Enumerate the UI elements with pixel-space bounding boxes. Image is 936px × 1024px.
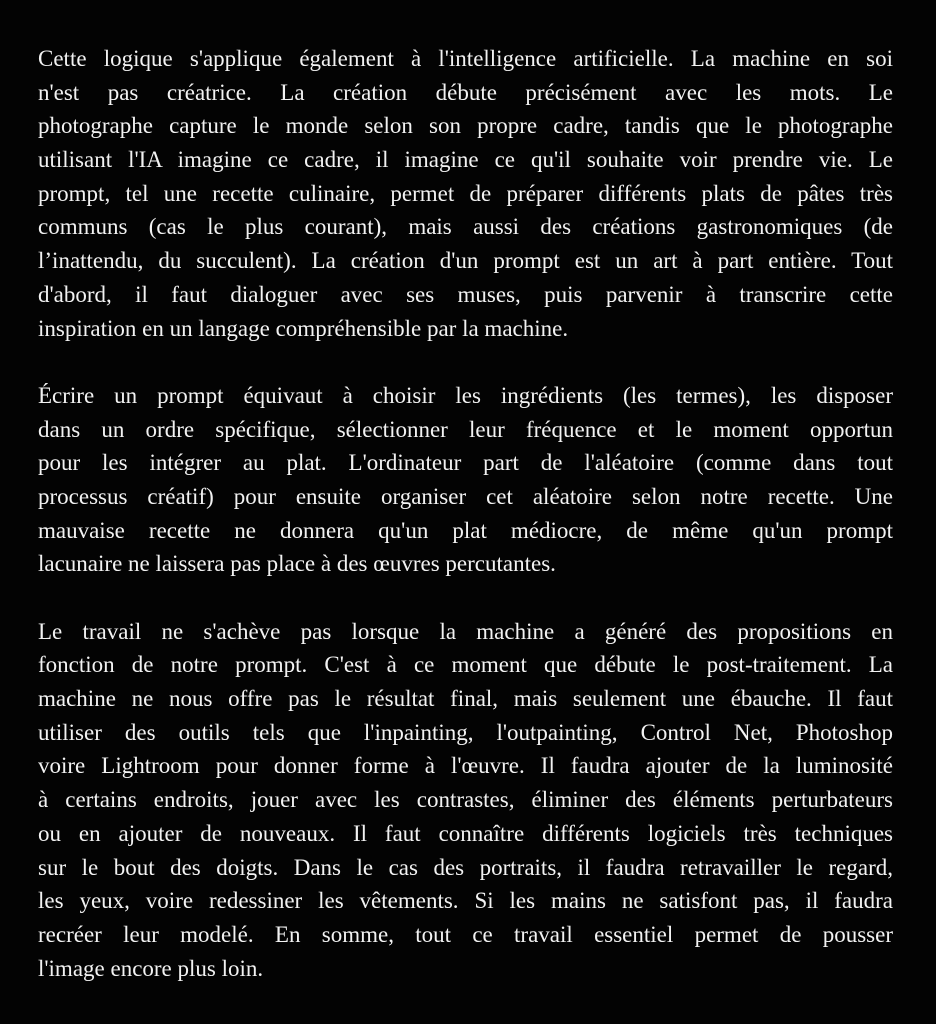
- text-line: Cette logique s'applique également à l'intelligence artificielle. La machine en soi: [38, 46, 893, 71]
- text-line: l'image encore plus loin.: [38, 955, 264, 981]
- text-line: voire Lightroom pour donner forme à l'œuvre. Il faudra ajouter de la luminosité: [38, 753, 893, 779]
- text-line: ou en ajouter de nouveaux. Il faut connaître différents logiciels très techniques: [38, 820, 893, 846]
- paragraph-1: [38, 42, 893, 345]
- text-line: processus créatif) pour ensuite organiser cet aléatoire selon notre recette. Une: [38, 483, 893, 509]
- text-line: dans un ordre spécifique, sélectionner leur fréquence et le moment opportun: [38, 416, 893, 442]
- text-line: mauvaise recette ne donnera qu'un plat médiocre, de même qu'un prompt: [38, 517, 893, 543]
- text-line: recréer leur modelé. En somme, tout ce travail essentiel permet de pousser: [38, 921, 893, 947]
- text-line: communs (cas le plus courant), mais aussi des créations gastronomiques (de: [38, 214, 893, 240]
- text-line: Le travail ne s'achève pas lorsque la machine a généré des propositions en: [38, 618, 893, 644]
- text-line: utiliser des outils tels que l'inpainting, l'outpainting, Control Net, Photoshop: [38, 719, 893, 745]
- text-line: fonction de notre prompt. C'est à ce moment que débute le post-traitement. La: [38, 652, 893, 678]
- text-line: n'est pas créatrice. La création débute précisément avec les mots. Le: [38, 79, 893, 105]
- text-line: l’inattendu, du succulent). La création d'un prompt est un art à part entière. Tout: [38, 248, 893, 274]
- document-body: [38, 42, 893, 1019]
- text-line: inspiration en un langage compréhensible par la machine.: [38, 315, 569, 341]
- text-line: prompt, tel une recette culinaire, permet de préparer différents plats de pâtes très: [38, 180, 893, 206]
- paragraph-2: [38, 379, 893, 581]
- text-line: utilisant l'IA imagine ce cadre, il imagine ce qu'il souhaite voir prendre vie. Le: [38, 147, 893, 173]
- text-line: sur le bout des doigts. Dans le cas des portraits, il faudra retravailler le regard,: [38, 854, 893, 880]
- text-line: machine ne nous offre pas le résultat final, mais seulement une ébauche. Il faut: [38, 686, 893, 712]
- text-line: d'abord, il faut dialoguer avec ses muses, puis parvenir à transcrire cette: [38, 281, 893, 307]
- text-line: pour les intégrer au plat. L'ordinateur part de l'aléatoire (comme dans tout: [38, 450, 893, 476]
- text-line: photographe capture le monde selon son propre cadre, tandis que le photographe: [38, 113, 893, 139]
- text-line: les yeux, voire redessiner les vêtements. Si les mains ne satisfont pas, il faudra: [38, 888, 893, 914]
- text-line: Écrire un prompt équivaut à choisir les ingrédients (les termes), les disposer: [38, 382, 893, 408]
- text-line: lacunaire ne laissera pas place à des œuvres percutantes.: [38, 551, 556, 577]
- paragraph-3: [38, 615, 893, 986]
- text-line: à certains endroits, jouer avec les contrastes, éliminer des éléments perturbateurs: [38, 787, 893, 813]
